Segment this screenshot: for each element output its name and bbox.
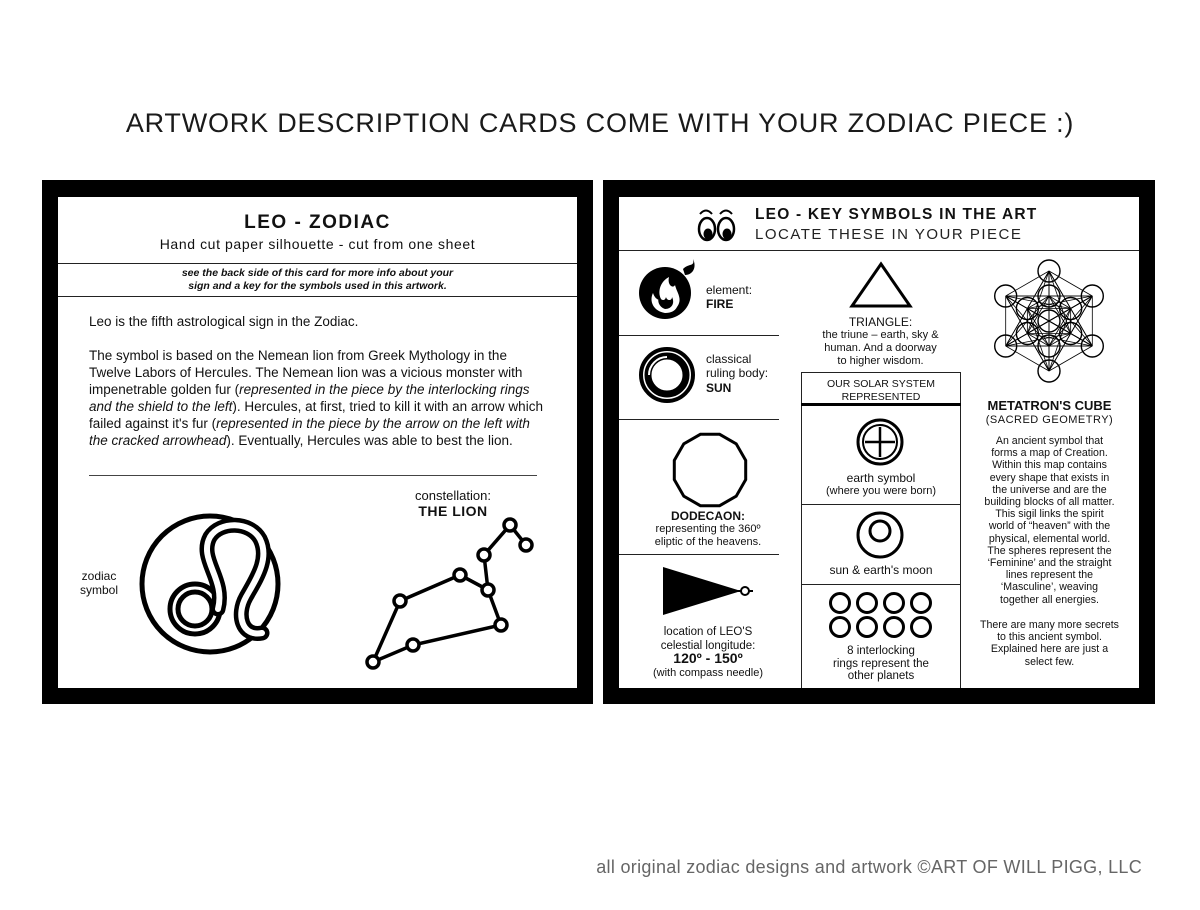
metatron-description-line: every shape that exists in bbox=[989, 471, 1110, 484]
planet-ring bbox=[831, 618, 850, 637]
triangle-desc: the triune – earth, sky & human. And a doorway to higher wisdom. bbox=[822, 329, 939, 367]
left-card-inner bbox=[58, 197, 577, 688]
metatron-description-line: building blocks of all matter. bbox=[984, 496, 1115, 509]
sun-icon bbox=[637, 345, 697, 405]
constellation-label: constellation: bbox=[415, 488, 491, 503]
left-card-title: LEO - ZODIAC bbox=[244, 212, 391, 233]
planet-ring bbox=[831, 594, 850, 613]
metatron-title: METATRON'S CUBE bbox=[987, 398, 1112, 413]
metatron-description-line: ‘Feminine’ and the straight bbox=[987, 557, 1112, 570]
metatron-description-line: The spheres represent the bbox=[987, 544, 1112, 557]
fire-icon bbox=[639, 259, 695, 323]
earth-symbol-note: (where you were born) bbox=[825, 485, 937, 497]
description-text: The symbol is based on the Nemean lion from Greek Mythology in the Twelve Labors of Hercules. The Nemean lion was a vicious monster with impenetrable golden fur (represented in the piece by the interlocking rings and the shield to the left). Hercules, at first, tried to kill it with an arrow which failed against it's fur (represented in the piece by the arrow on the left with the cracked arrowhead). Eventually, Hercules was able to best the lion. bbox=[89, 348, 543, 448]
left-card-subtitle: Hand cut paper silhouette - cut from one sheet bbox=[159, 236, 476, 252]
right-card-title: LEO - KEY SYMBOLS IN THE ART bbox=[755, 206, 1038, 223]
metatron-description-line: Within this map contains bbox=[992, 459, 1107, 472]
metatron-secrets-line: select few. bbox=[1024, 655, 1075, 668]
planet-ring bbox=[912, 618, 931, 637]
metatron-description-line: lines represent the bbox=[1005, 569, 1094, 582]
longitude-value: 120º - 150º bbox=[673, 650, 743, 666]
triangle-icon bbox=[849, 261, 913, 309]
back-side-note-1: see the back side of this card for more info about your bbox=[181, 267, 454, 279]
metatron-secrets-line: to this ancient symbol. bbox=[997, 631, 1102, 644]
intro-text: Leo is the fifth astrological sign in the Zodiac. bbox=[89, 314, 359, 329]
metatron-description-line: the universe and are the bbox=[992, 483, 1107, 496]
zodiac-symbol-label: zodiac symbol bbox=[79, 569, 118, 597]
metatron-description bbox=[960, 435, 1139, 606]
metatron-description-line: An ancient symbol that bbox=[995, 435, 1104, 447]
earth-symbol-icon bbox=[854, 416, 906, 468]
left-card bbox=[42, 180, 593, 704]
rings-label: 8 interlocking rings represent the other planets bbox=[833, 645, 929, 682]
ruling-body-label: classical ruling body: bbox=[706, 352, 769, 380]
planet-ring bbox=[858, 618, 877, 637]
metatron-description-line: physical, elemental world. bbox=[988, 532, 1111, 545]
leo-zodiac-icon bbox=[138, 509, 290, 661]
dodecagon-title: DODECAON: bbox=[671, 509, 745, 523]
constellation-name: THE LION bbox=[418, 503, 488, 519]
planet-ring bbox=[912, 594, 931, 613]
metatron-secrets-line: Explained here are just a bbox=[990, 643, 1109, 656]
moon-label: sun & earth's moon bbox=[829, 563, 933, 577]
longitude-note: (with compass needle) bbox=[652, 667, 764, 679]
triangle-title: TRIANGLE: bbox=[848, 315, 913, 329]
metatrons-cube-icon bbox=[987, 259, 1111, 383]
planet-ring bbox=[885, 594, 904, 613]
footer-copyright: all original zodiac designs and artwork ©ART OF WILL PIGG, LLC bbox=[596, 857, 1142, 877]
metatron-description-line: forms a map of Creation. bbox=[991, 447, 1108, 460]
planet-ring bbox=[885, 618, 904, 637]
planet-ring bbox=[858, 594, 877, 613]
element-label: element: bbox=[706, 283, 753, 297]
eyes-icon bbox=[697, 206, 737, 242]
metatron-description-line: This sigil links the spirit bbox=[995, 508, 1104, 521]
leo-constellation-icon bbox=[358, 507, 558, 677]
right-card-subtitle: LOCATE THESE IN YOUR PIECE bbox=[755, 226, 1023, 243]
moon-icon bbox=[855, 510, 905, 560]
element-value: FIRE bbox=[706, 297, 734, 311]
longitude-text: location of LEO'S celestial longitude: bbox=[660, 626, 756, 652]
right-card-inner bbox=[619, 197, 1139, 688]
back-side-note-2: sign and a key for the symbols used in this artwork. bbox=[188, 280, 447, 292]
right-card bbox=[603, 180, 1155, 704]
metatron-secrets-line: There are many more secrets bbox=[980, 619, 1119, 631]
dodecagon-icon bbox=[669, 429, 751, 511]
dodecagon-desc: representing the 360º eliptic of the heavens. bbox=[654, 523, 762, 548]
interlocking-rings-icon bbox=[827, 592, 935, 638]
metatron-subtitle: (SACRED GEOMETRY) bbox=[985, 414, 1114, 426]
page-title: ARTWORK DESCRIPTION CARDS COME WITH YOUR ZODIAC PIECE :) bbox=[125, 108, 1075, 138]
compass-needle-icon bbox=[661, 565, 761, 617]
metatron-description-line: ‘Masculine’, weaving bbox=[1000, 581, 1099, 594]
metatron-description-line: world of “heaven” with the bbox=[988, 520, 1111, 533]
ruling-body-value: SUN bbox=[706, 381, 732, 395]
earth-symbol-label: earth symbol bbox=[846, 471, 916, 485]
metatron-description-line: together all energies. bbox=[1000, 593, 1099, 606]
solar-system-header: OUR SOLAR SYSTEM REPRESENTED bbox=[827, 378, 935, 403]
metatron-secrets bbox=[960, 619, 1139, 668]
